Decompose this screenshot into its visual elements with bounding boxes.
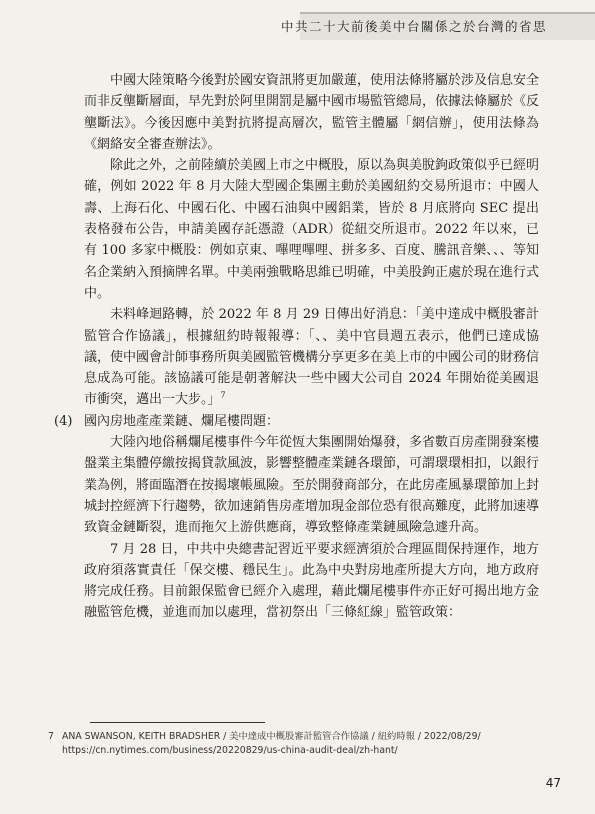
section-number: (4)	[54, 413, 73, 429]
paragraph-3-text: 未料峰迴路轉，於 2022 年 8 月 29 日傳出好消息：「美中達成中概股審計監管合作協議」，根據紐約時報報導：「、、美中官員週五表示，他們已達成協議，使中國會計師事務所與美國監管機構分享更多在美上市的中國公司的財務信息成為可能。該協議可能是朝著解決一些中國大公司自 2024 年開始從美國退市衝突，邁出一大步。	[84, 307, 540, 408]
section-heading-text: 國內房地產產業鏈、爛尾樓問題：	[84, 413, 280, 429]
paragraph-1: 中國大陸策略今後對於國安資訊將更加嚴蓮，使用法條將屬於涉及信息安全而非反壟斷層面，早先對於阿里開罰是屬中國市場監管總局，依據法條屬於《反壟斷法》。今後因應中美對抗將提高層次，監管主體屬「網信辦」，使用法條為《網絡安全審查辦法》。	[84, 73, 540, 152]
section-heading	[54, 411, 539, 432]
section-paragraph-2: 7 月 28 日，中共中央總書記習近平要求經濟須於合理區間保持運作，地方政府須落實責任「保交樓、穩民生」。此為中央對房地產所提大方向，地方政府將完成任務。目前銀保監會已經介入處理，藉此爛尾樓事件亦正好可揭出地方金融監管危機，並進而加以處理，當初祭出「三條紅線」監管政策：	[84, 541, 540, 621]
paragraph-3: 未料峰迴路轉，於 2022 年 8 月 29 日傳出好消息：「美中達成中概股審計監管合作協議」，根據紐約時報報導：「、、美中官員週五表示，他們已達成協議，使中國會計師事務所與美國監管機構分享更多在美上市的中國公司的財務信息成為可能。該協議可能是朝著解決一些中國大公司自 2024 年開始從美國退市衝突，邁出一大步。」$^7$	[84, 307, 540, 408]
section-paragraph-1: 大陸內地俗稱爛尾樓事件今年從恆大集團開始爆發，多省數百房產開發案樓盤業主集體停繳按揭貸款風波，影響整體產業鏈各環節，可謂環環相扣，以銀行業為例，將面臨潛在按揭壞帳風險。至於開發商部分，在此房產風暴環節加上封城封控經濟下行趨勢，欲加速銷售房產增加現金部位恐有很高難度，此將加速導致資金鏈斷裂，進而拖欠上游供應商，導致整條產業鏈風險急遽升高。	[84, 435, 540, 536]
footnote-text: ANA SWANSON, KEITH BRADSHER / 美中達成中概股審計監管合作協議 / 紐約時報 / 2022/08/29/	[62, 731, 481, 742]
footnote-url[interactable]: https://cn.nytimes.com/business/20220829/us-china-audit-deal/zh-hant/	[62, 745, 398, 756]
footnote-line	[48, 730, 558, 744]
footnote-rule	[90, 722, 265, 723]
paragraph-2: 除此之外，之前陸續於美國上市之中概股，原以為與美脫鉤政策似乎已經明確，例如 2022 年 8 月大陸大型國企集團主動於美國紐約交易所退市：中國人壽、上海石化、中國石化、中國石油與中國鋁業，皆於 8 月底將向 SEC 提出表格發布公告，申請美國存託憑證（ADR）從紐交所退市。2022 年以來，已有 100 多家中概股：例如京東、嗶哩嗶哩、拼多多、百度、騰訊音樂、、、等知名企業納入預摘牌名單。中美兩強戰略思維已明確，中美股鉤正處於現在進行式中。	[84, 158, 540, 301]
running-title: 中共二十大前後美中台關係之於台灣的省思	[280, 19, 547, 34]
footnote-number: 7	[48, 731, 54, 742]
body-text	[54, 70, 540, 624]
footnote-ref[interactable]: 7	[220, 391, 226, 401]
page-number: 47	[545, 776, 561, 790]
footnote	[48, 730, 558, 758]
